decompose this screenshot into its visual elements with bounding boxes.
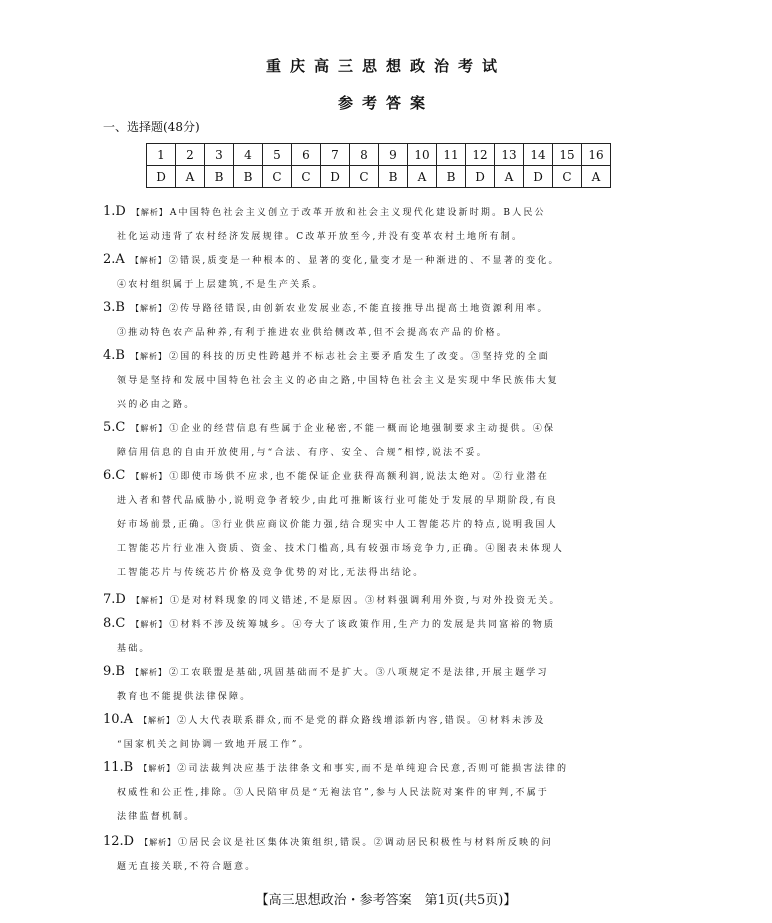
explanation-line xyxy=(103,612,673,637)
question-explanation xyxy=(103,416,673,465)
explanation-line xyxy=(103,708,673,733)
question-explanation xyxy=(103,708,673,757)
answer-table-answer-cell: D xyxy=(321,166,350,188)
explanation-text: ②人大代表联系群众,而不是党的群众路线增添新内容,错误。④材料未涉及 xyxy=(177,716,546,726)
question-explanation xyxy=(103,756,673,829)
explanation-text: ①企业的经营信息有些属于企业秘密,不能一概而论地强制要求主动提供。④保 xyxy=(169,424,556,434)
analysis-tag: 【解析】 xyxy=(131,620,168,629)
analysis-tag: 【解析】 xyxy=(130,304,167,313)
question-answer: 11.B xyxy=(103,760,134,775)
explanation-line xyxy=(103,393,673,417)
answer-table-number-cell: 4 xyxy=(234,144,263,166)
explanation-line xyxy=(103,441,673,465)
analysis-tag: 【解析】 xyxy=(139,716,176,725)
question-answer: 3.B xyxy=(103,300,125,315)
answer-table-number-cell: 7 xyxy=(321,144,350,166)
explanation-text: 教育也不能提供法律保障。 xyxy=(117,692,252,702)
answer-table-answer-cell: B xyxy=(205,166,234,188)
explanation-text: 进入者和替代品威胁小,说明竞争者较少,由此可推断该行业可能处于发展的早期阶段,有良 xyxy=(117,496,558,506)
answer-table-answer-cell: A xyxy=(495,166,524,188)
answer-table-answer-cell: C xyxy=(350,166,379,188)
explanation-text: ④农村组织属于上层建筑,不是生产关系。 xyxy=(117,280,324,290)
analysis-tag: 【解析】 xyxy=(131,596,168,605)
question-answer: 5.C xyxy=(103,420,126,435)
explanation-line xyxy=(103,513,673,537)
answer-table-number-cell: 3 xyxy=(205,144,234,166)
answer-table-number-cell: 2 xyxy=(176,144,205,166)
answer-table-answer-cell: D xyxy=(466,166,495,188)
explanation-line xyxy=(103,561,673,585)
question-answer: 2.A xyxy=(103,252,125,267)
explanation-text: 社化运动违背了农村经济发展规律。C改革开放至今,并没有变革农村土地所有制。 xyxy=(117,232,524,242)
explanation-text: ①是对材料现象的同义错述,不是原因。③材料强调利用外资,与对外投资无关。 xyxy=(169,596,561,606)
answer-table-answer-cell: A xyxy=(408,166,437,188)
explanation-line xyxy=(103,200,673,225)
explanation-text: 障信用信息的自由开放使用,与“合法、有序、安全、合规”相悖,说法不妥。 xyxy=(117,448,488,458)
analysis-tag: 【解析】 xyxy=(131,472,168,481)
answer-table-answer-cell: B xyxy=(379,166,408,188)
question-answer: 6.C xyxy=(103,468,126,483)
answer-table-number-cell: 15 xyxy=(553,144,582,166)
analysis-tag: 【解析】 xyxy=(139,764,176,773)
answer-table-answer-cell: C xyxy=(292,166,321,188)
explanation-line xyxy=(103,685,673,709)
explanation-line xyxy=(103,805,673,829)
answer-table-number-cell: 16 xyxy=(582,144,611,166)
explanation-text: “国家机关之间协调一致地开展工作”。 xyxy=(117,740,310,750)
answer-table-number-cell: 1 xyxy=(147,144,176,166)
explanation-line xyxy=(103,369,673,393)
question-answer: 1.D xyxy=(103,204,126,219)
answer-table-answer-cell: B xyxy=(437,166,466,188)
explanation-text: ①材料不涉及统筹城乡。④夸大了该政策作用,生产力的发展是共同富裕的物质 xyxy=(169,620,556,630)
explanation-text: 权威性和公正性,排除。③人民陪审员是“无袍法官”,参与人民法院对案件的审判,不属于 xyxy=(117,788,549,798)
explanation-text: 题无直接关联,不符合题意。 xyxy=(117,862,257,872)
analysis-tag: 【解析】 xyxy=(130,256,167,265)
explanation-text: ②司法裁判决应基于法律条文和事实,而不是单纯迎合民意,否则可能损害法律的 xyxy=(177,764,569,774)
answer-table-answer-cell: B xyxy=(234,166,263,188)
explanation-line xyxy=(103,273,673,297)
page-footer: 【高三思想政治・参考答案 第1页(共5页)】 xyxy=(255,893,517,908)
answer-table-number-cell: 9 xyxy=(379,144,408,166)
answer-table-number-cell: 8 xyxy=(350,144,379,166)
analysis-tag: 【解析】 xyxy=(131,208,168,217)
answer-table-answer-cell: A xyxy=(176,166,205,188)
explanation-line xyxy=(103,489,673,513)
answer-table xyxy=(146,143,611,188)
question-answer: 7.D xyxy=(103,592,126,607)
question-explanation xyxy=(103,660,673,709)
explanation-text: ②错误,质变是一种根本的、显著的变化,量变才是一种渐进的、不显著的变化。 xyxy=(168,256,560,266)
explanation-text: ②工农联盟是基础,巩固基础而不是扩大。③八项规定不是法律,开展主题学习 xyxy=(168,668,549,678)
answer-table-number-cell: 11 xyxy=(437,144,466,166)
analysis-tag: 【解析】 xyxy=(140,838,177,847)
question-explanation xyxy=(103,200,673,249)
answer-table-answer-cell: C xyxy=(263,166,292,188)
explanation-line xyxy=(103,248,673,273)
question-answer: 8.C xyxy=(103,616,126,631)
question-explanation xyxy=(103,296,673,345)
question-answer: 9.B xyxy=(103,664,125,679)
explanation-line xyxy=(103,321,673,345)
answer-table-number-cell: 10 xyxy=(408,144,437,166)
answer-table-number-row xyxy=(147,144,611,166)
answer-table-number-cell: 12 xyxy=(466,144,495,166)
explanation-line xyxy=(103,733,673,757)
answer-table-number-cell: 5 xyxy=(263,144,292,166)
answer-table-number-cell: 14 xyxy=(524,144,553,166)
explanation-line xyxy=(103,416,673,441)
section-heading: 一、选择题(48分) xyxy=(103,120,200,134)
question-answer: 10.A xyxy=(103,712,134,727)
answer-table-answer-cell: D xyxy=(524,166,553,188)
explanation-text: 兴的必由之路。 xyxy=(117,400,196,410)
analysis-tag: 【解析】 xyxy=(130,352,167,361)
question-explanation xyxy=(103,830,673,879)
explanation-text: 工智能芯片行业准入资质、资金、技术门槛高,具有较强市场竞争力,正确。④图表未体现人 xyxy=(117,544,564,554)
page-title: 重庆高三思想政治考试 xyxy=(265,57,506,75)
explanation-text: ①即使市场供不应求,也不能保证企业获得高额利润,说法太绝对。②行业潜在 xyxy=(169,472,550,482)
explanation-text: ②国的科技的历史性跨越并不标志社会主要矛盾发生了改变。③坚持党的全面 xyxy=(168,352,550,362)
explanation-line xyxy=(103,225,673,249)
explanation-text: 领导是坚持和发展中国特色社会主义的必由之路,中国特色社会主义是实现中华民族伟大复 xyxy=(117,376,559,386)
explanation-line xyxy=(103,588,673,613)
analysis-tag: 【解析】 xyxy=(130,668,167,677)
explanation-line xyxy=(103,855,673,879)
explanation-line xyxy=(103,464,673,489)
explanation-line xyxy=(103,637,673,661)
answer-table-number-cell: 6 xyxy=(292,144,321,166)
answer-table-answer-cell: D xyxy=(147,166,176,188)
question-explanation xyxy=(103,464,673,585)
answer-table-answer-cell: C xyxy=(553,166,582,188)
answer-table-number-cell: 13 xyxy=(495,144,524,166)
answer-table-answer-cell: A xyxy=(582,166,611,188)
answer-table-answer-row xyxy=(147,166,611,188)
explanation-text: ③推动特色农产品种养,有利于推进农业供给侧改革,但不会提高农产品的价格。 xyxy=(117,328,508,338)
explanation-text: A中国特色社会主义创立于改革开放和社会主义现代化建设新时期。B人民公 xyxy=(169,208,546,218)
explanation-text: 法律监督机制。 xyxy=(117,812,196,822)
page-subtitle: 参考答案 xyxy=(337,94,434,112)
explanation-text: 好市场前景,正确。③行业供应商议价能力强,结合现实中人工智能芯片的特点,说明我国人 xyxy=(117,520,558,530)
explanation-line xyxy=(103,660,673,685)
explanation-line xyxy=(103,537,673,561)
explanation-line xyxy=(103,756,673,781)
explanation-text: ①居民会议是社区集体决策组织,错误。②调动居民积极性与材料所反映的问 xyxy=(178,838,553,848)
question-explanation xyxy=(103,612,673,661)
question-explanation xyxy=(103,588,673,613)
explanation-text: 基础。 xyxy=(117,644,151,654)
explanation-line xyxy=(103,781,673,805)
explanation-text: 工智能芯片与传统芯片价格及竞争优势的对比,无法得出结论。 xyxy=(117,568,425,578)
question-explanation xyxy=(103,344,673,417)
question-answer: 4.B xyxy=(103,348,125,363)
explanation-line xyxy=(103,296,673,321)
explanation-line xyxy=(103,830,673,855)
analysis-tag: 【解析】 xyxy=(131,424,168,433)
question-explanation xyxy=(103,248,673,297)
question-answer: 12.D xyxy=(103,834,135,849)
explanation-text: ②传导路径错误,由创新农业发展业态,不能直接推导出提高土地资源利用率。 xyxy=(168,304,549,314)
explanation-line xyxy=(103,344,673,369)
